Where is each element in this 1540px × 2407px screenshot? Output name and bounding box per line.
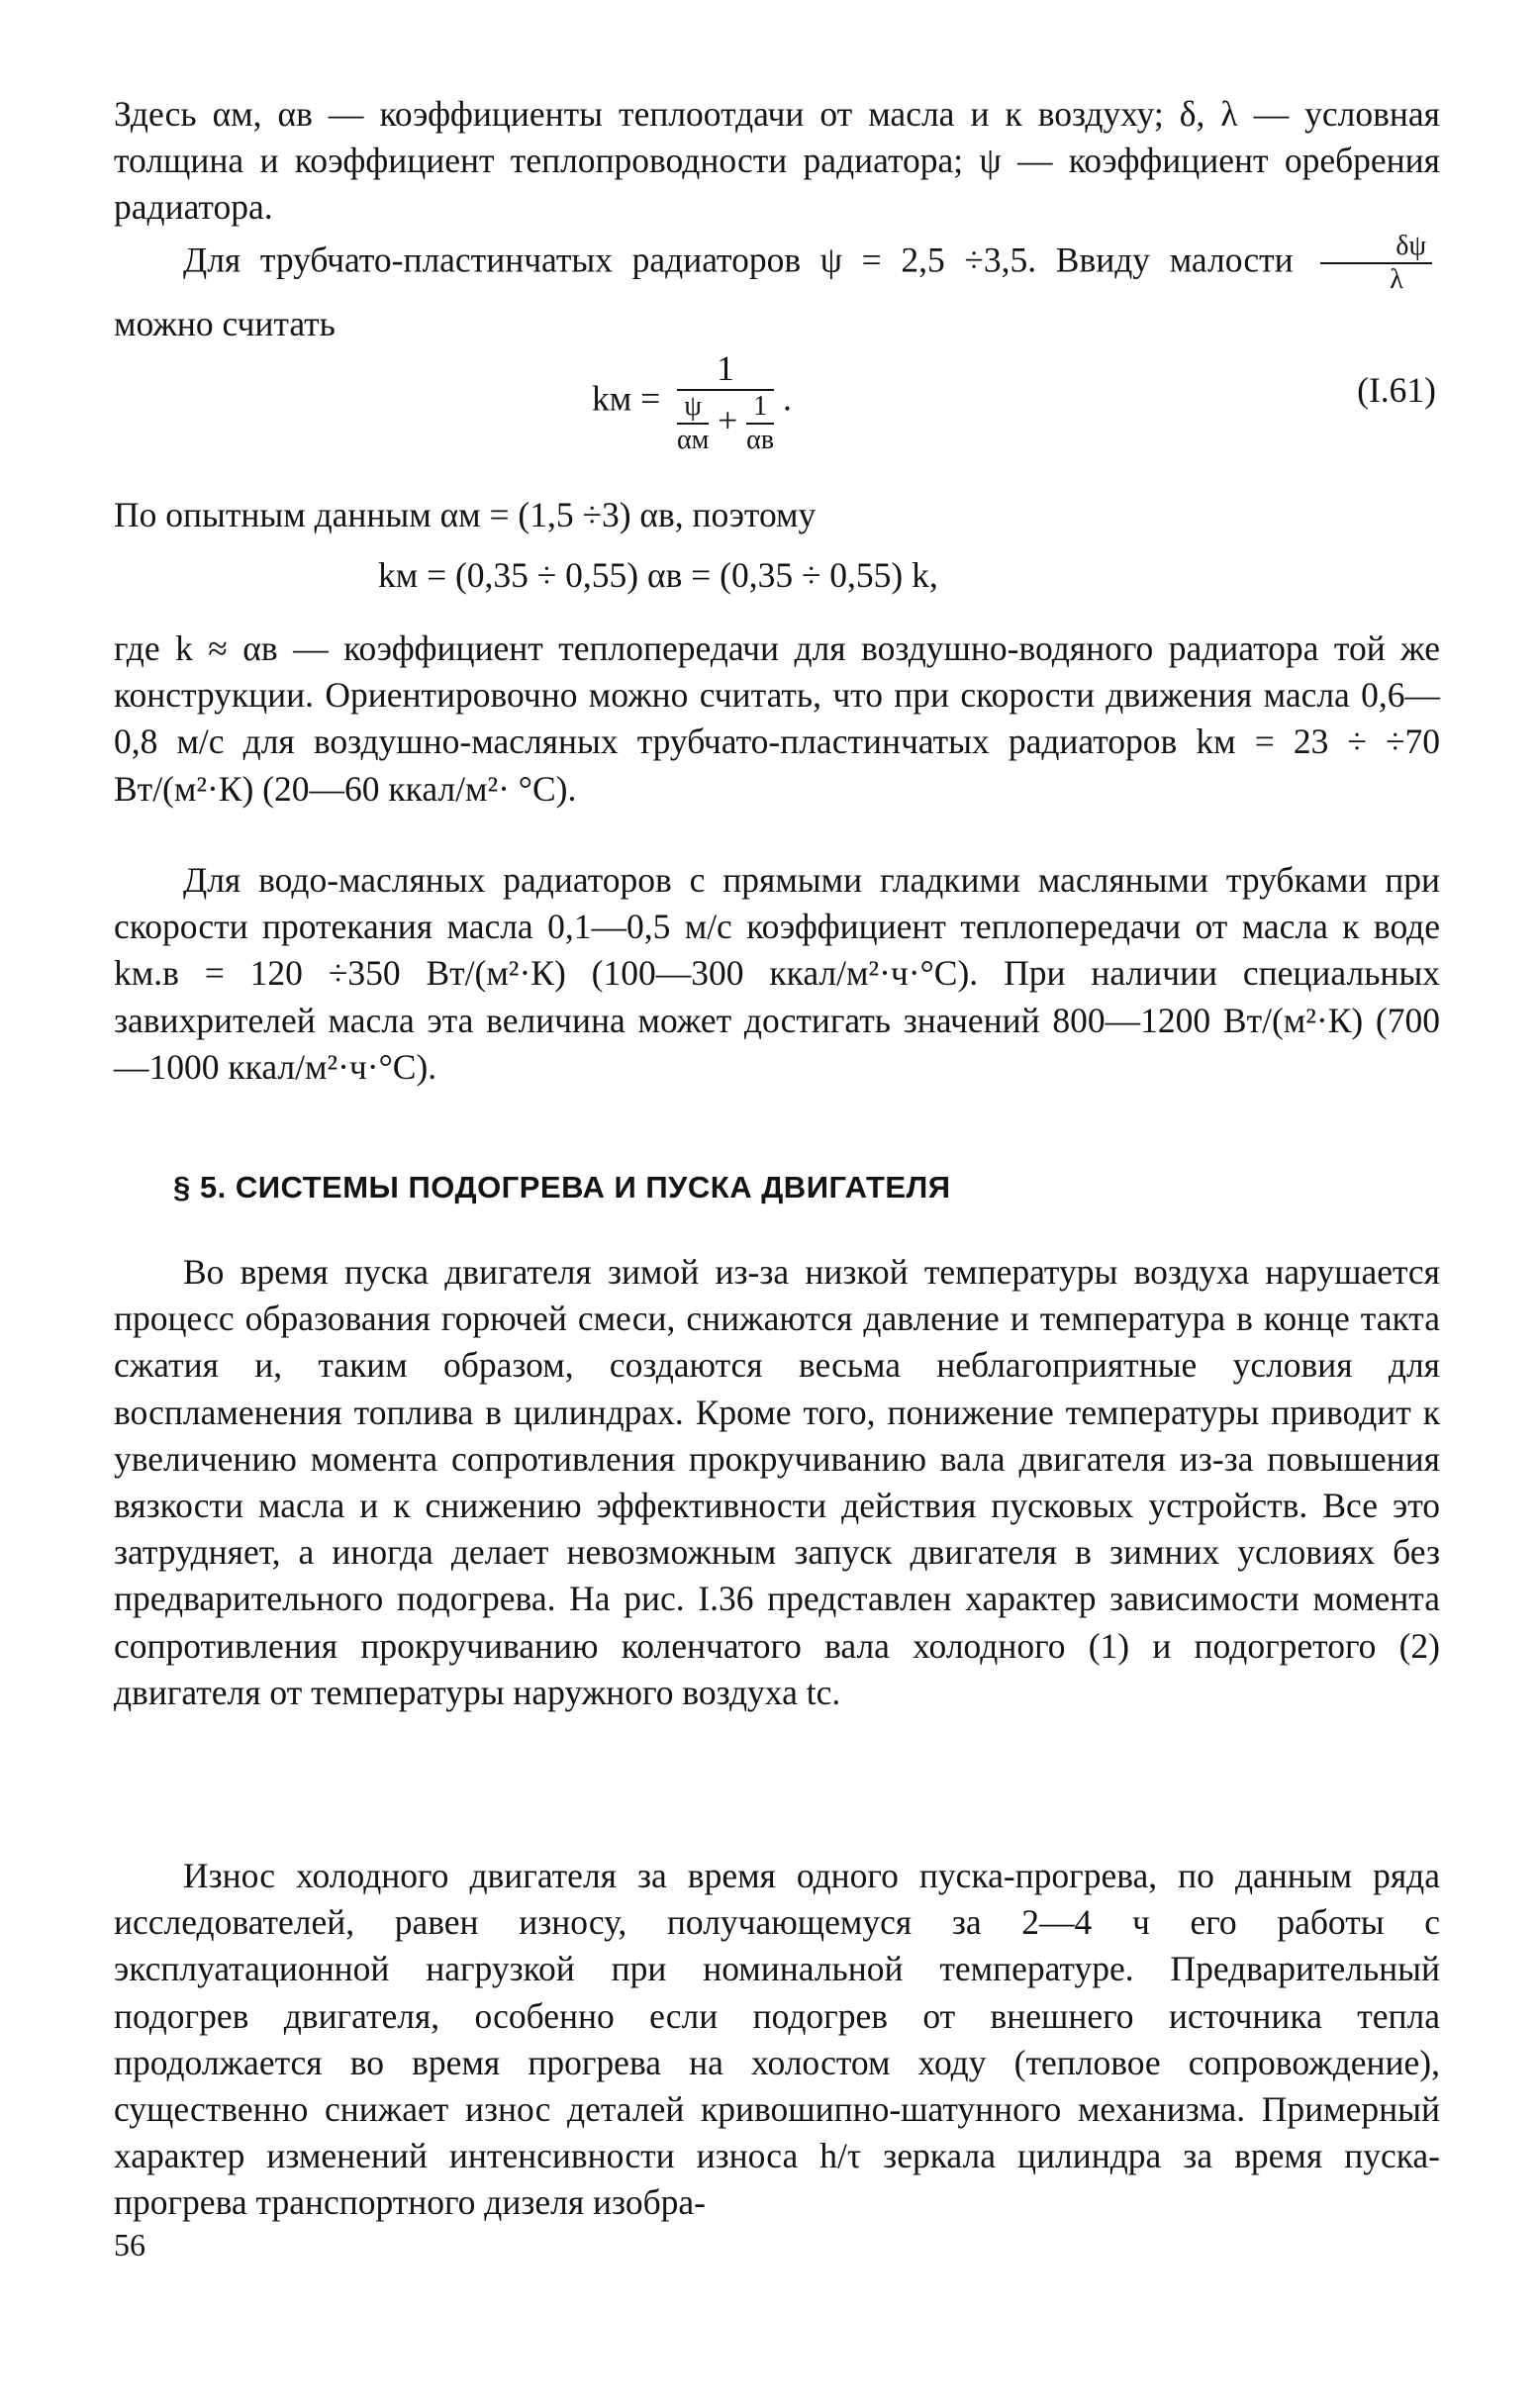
tube-radiator-text: Для трубчато-пластинчатых радиаторов ψ = 2,5 ÷3,5. Ввиду малости <box>183 240 1294 280</box>
eq161-frac-psi <box>677 391 709 456</box>
eq161-alpha-v: αв <box>746 425 775 455</box>
water-oil-paragraph: Для водо-масляных радиаторов с прямыми гладкими масляными трубками при скорости протекания масла 0,1—0,5 м/с коэффициент теплопередачи от масла к воде kм.в = 120 ÷350 Вт/(м²·К) (100—300 ккал/м²·ч·°С). При наличии специальных завихрителей масла эта величина может достигать значений 800—1200 Вт/(м²·К) (700—1000 ккал/м²·ч·°С). <box>114 860 1440 1087</box>
small-fraction-den: λ <box>1390 264 1403 296</box>
eq161-denominator <box>677 391 774 456</box>
where-paragraph: где k ≈ αв — коэффициент теплопередачи для воздушно-водяного радиатора той же конструкции. Ориентировочно можно считать, что при скорости движения масла 0,6—0,8 м/с для воздушно-масляных трубчато-пластинчатых радиаторов kм = 23 ÷ ÷70 Вт/(м²·К) (20—60 ккал/м²· °С). <box>114 628 1440 809</box>
section-heading: § 5. СИСТЕМЫ ПОДОГРЕВА И ПУСКА ДВИГАТЕЛЯ <box>173 1170 951 1204</box>
eq161-tail: . <box>782 378 792 419</box>
engine-start-paragraph: Во время пуска двигателя зимой из-за низкой температуры воздуха нарушается процесс образования горючей смеси, снижаются давление и температура в конце такта сжатия и, таким образом, создаются весьма неблагоприятные условия для воспламенения топлива в цилиндрах. Кроме того, понижение температуры приводит к увеличению момента сопротивления прокручиванию вала двигателя из-за повышения вязкости масла и к снижению эффективности действия пусковых устройств. Все это затрудняет, а иногда делает невозможным запуск двигателя в зимних условиях без предварительного подогрева. На рис. I.36 представлен характер зависимости момента сопротивления прокручиванию коленчатого вала холодного (1) и подогретого (2) двигателя от температуры наружного воздуха tс. <box>114 1252 1440 1712</box>
page-number: 56 <box>114 2227 145 2263</box>
eq161-numerator: 1 <box>677 348 774 391</box>
eq161-psi: ψ <box>677 391 709 425</box>
tube-radiator-text-end: можно считать <box>114 304 336 344</box>
equation-i61 <box>592 348 792 456</box>
eq161-frac-one <box>746 391 774 456</box>
tube-radiator-paragraph <box>114 231 1440 351</box>
engine-wear-paragraph: Износ холодного двигателя за время одного пуска-прогрева, по данным ряда исследователей, равен износу, получающемуся за 2—4 ч его работы с эксплуатационной нагрузкой при номинальной температуре. Предварительный подогрев двигателя, особенно если подогрев от внешнего источника тепла продолжается во время прогрева на холостом ходу (тепловое сопровождение), существенно снижает износ деталей кривошипно-шатунного механизма. Примерный характер изменений интенсивности износа h/τ зеркала цилиндра за время пуска-прогрева транспортного дизеля изобра- <box>114 1856 1440 2223</box>
eq161-one: 1 <box>746 391 774 425</box>
eq161-main-fraction <box>677 348 774 456</box>
eq161-alpha-m: αм <box>677 425 710 455</box>
small-fraction <box>1320 231 1432 296</box>
small-fraction-num: δψ <box>1320 231 1432 264</box>
experimental-data-line: По опытным данным αм = (1,5 ÷3) αв, поэтому <box>114 495 817 534</box>
eq161-lhs: kм = <box>592 378 661 419</box>
equation-km: kм = (0,35 ÷ 0,55) αв = (0,35 ÷ 0,55) k, <box>378 555 938 595</box>
intro-paragraph: Здесь αм, αв — коэффициенты теплоотдачи от масла и к воздуху; δ, λ — условная толщина и коэффициент теплопроводности радиатора; ψ — коэффициент оребрения радиатора. <box>114 94 1440 228</box>
eq161-plus: + <box>718 400 738 440</box>
equation-number: (I.61) <box>1357 370 1436 410</box>
